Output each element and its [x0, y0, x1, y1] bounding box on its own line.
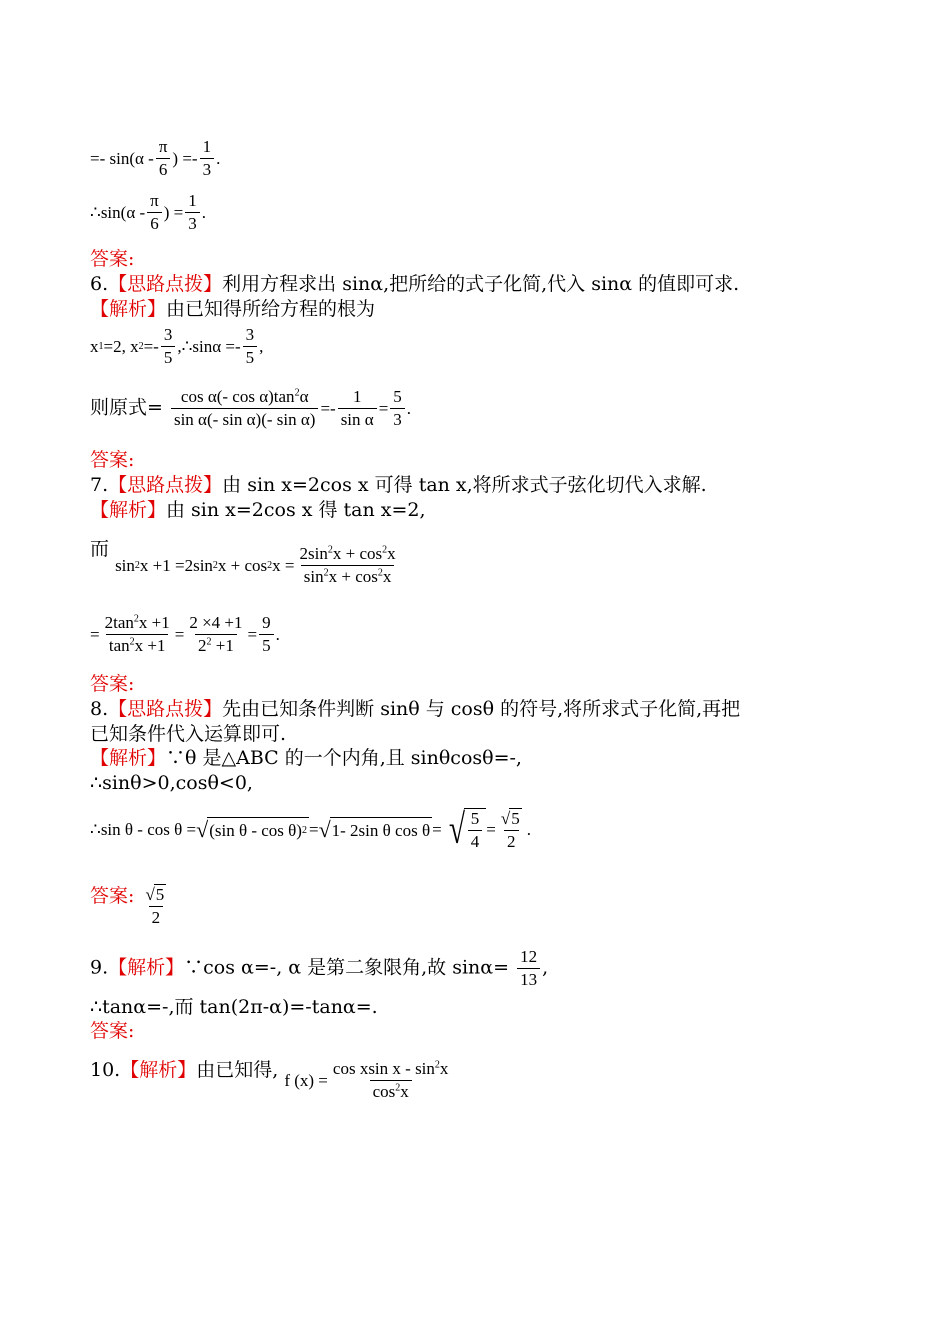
square-root: √ 5	[500, 808, 520, 829]
eq-original-expression: 则原式= $\frac{\cos \alpha(- \cos \alpha)\tan^2\alpha}{\text{sin α(- sin α)(- sin α)}}$ =- $\frac{1}{\text{sin α}}$ = $\frac{5}{3}$ .	[90, 387, 412, 429]
solution-tag: 【解析】	[90, 298, 167, 320]
fraction: $\frac{3}{5}$	[161, 326, 176, 367]
sign-conclusion: ∴sinθ>0,cosθ<0,	[90, 772, 253, 794]
fraction: $\frac{\cos \alpha(- \cos \alpha)\tan^2\alpha}{\text{sin α(- sin α)(- sin α)}}$	[171, 388, 318, 429]
fraction: $\frac{3}{5}$	[243, 326, 258, 367]
solution-8: 【解析】∵θ 是△ABC 的一个内角,且 sinθcosθ=-,	[90, 747, 522, 769]
solution-tag: 【解析】	[90, 747, 167, 769]
fraction: $\frac{\pi}{6}$	[156, 138, 171, 179]
fraction: $\frac{\cos xsin x - \sin^2x}{\cos^2x}$	[332, 1059, 449, 1101]
eq-tan-substitution: = $\frac{2\tan^2x +1}{\tan^2x +1}$ = $\frac{2 \times 4 +1}{2^2 +1}$ = $\frac{9}{5}$ .	[90, 613, 280, 655]
fraction: $\frac{2\sin^2x + \cos^2x}{\sin^2x + \cos^2x}$	[299, 544, 396, 586]
answer-label: 答案:	[90, 885, 135, 907]
hint-6: 6.【思路点拨】利用方程求出 sinα,把所给的式子化简,代入 sinα 的值即可求.	[90, 273, 740, 295]
fraction: $\frac{2 \times 4 +1}{2^2 +1}$	[189, 613, 243, 655]
square-root: √ 5	[145, 884, 165, 905]
eq-sin-alpha-minus-pi6: =- sin(α - $\frac{\pi}{6}$ ) =- $\frac{1}{3}$ .	[90, 137, 221, 179]
square-root: √ 1- 2sin θ cos θ	[318, 816, 431, 842]
solution-tag: 【解析】	[108, 956, 185, 979]
hint-tag: 【思路点拨】	[108, 474, 223, 496]
solution-tag: 【解析】	[90, 499, 167, 521]
fraction: $\frac{9}{5}$	[259, 614, 274, 655]
eq-roots: x 1 =2, x 2 =- $\frac{3}{5}$ ,∴sinα =- $\frac{3}{5}$ ,	[90, 325, 264, 367]
fraction: √ 5 2	[500, 808, 520, 852]
fraction: $\frac{5}{4}$	[468, 810, 483, 851]
square-root: √ (sin θ - cos θ) 2	[196, 816, 307, 842]
solution-9: 9.【解析】∵cos α=-, α 是第二象限角,故 sinα= $\frac{12}{13}$ ,	[90, 947, 549, 989]
hint-7: 7.【思路点拨】由 sin x=2cos x 可得 tan x,将所求式子弦化切代入求解.	[90, 474, 707, 496]
answer-label: 答案:	[90, 449, 135, 471]
eq-therefore-sin: ∴sin(α - $\frac{\pi}{6}$ ) = $\frac{1}{3}$ .	[90, 191, 206, 233]
hint-tag: 【思路点拨】	[108, 273, 223, 295]
hint-8-continued: 已知条件代入运算即可.	[90, 723, 287, 745]
solution-7: 【解析】由 sin x=2cos x 得 tan x=2,	[90, 499, 426, 521]
solution-6: 【解析】由已知得所给方程的根为	[90, 298, 376, 320]
hint-8: 8.【思路点拨】先由已知条件判断 sinθ 与 cosθ 的符号,将所求式子化简,再把	[90, 698, 741, 720]
hint-tag: 【思路点拨】	[108, 698, 223, 720]
fraction: $\frac{1}{3}$	[185, 192, 200, 233]
solution-tag: 【解析】	[120, 1059, 197, 1081]
answer-8	[90, 884, 171, 927]
answer-label: 答案:	[90, 1020, 135, 1042]
fraction: $\frac{1}{\text{sin α}}$	[338, 388, 377, 429]
fraction: √ 5 2	[145, 884, 165, 928]
answer-label: 答案:	[90, 673, 135, 695]
fraction: $\frac{1}{3}$	[200, 138, 215, 179]
fraction: $\frac{\pi}{6}$	[147, 192, 162, 233]
eq-sin-minus-cos: ∴sin θ - cos θ = √ (sin θ - cos θ) 2 = √ 1- 2sin θ cos θ = √ $\frac{5}{4}$ = √ 5 2 .	[90, 806, 531, 853]
tan-conclusion: ∴tanα=-,而 tan(2π-α)=-tanα=.	[90, 996, 378, 1018]
answer-label: 答案:	[90, 248, 135, 270]
square-root: √ $\frac{5}{4}$	[442, 808, 487, 851]
fraction: $\frac{5}{3}$	[390, 388, 405, 429]
fraction: $\frac{2\tan^2x +1}{\tan^2x +1}$	[104, 613, 170, 655]
fraction: $\frac{12}{13}$	[517, 948, 540, 989]
eq-sin-squared-identity: 而 sin 2 x +1 =2sin 2 x + cos 2 x = $\frac{2\sin^2x + \cos^2x}{\sin^2x + \cos^2x}$	[90, 537, 401, 586]
solution-10: 10.【解析】由已知得, f (x) = $\frac{\cos xsin x - \sin^2x}{\cos^2x}$	[90, 1058, 453, 1101]
